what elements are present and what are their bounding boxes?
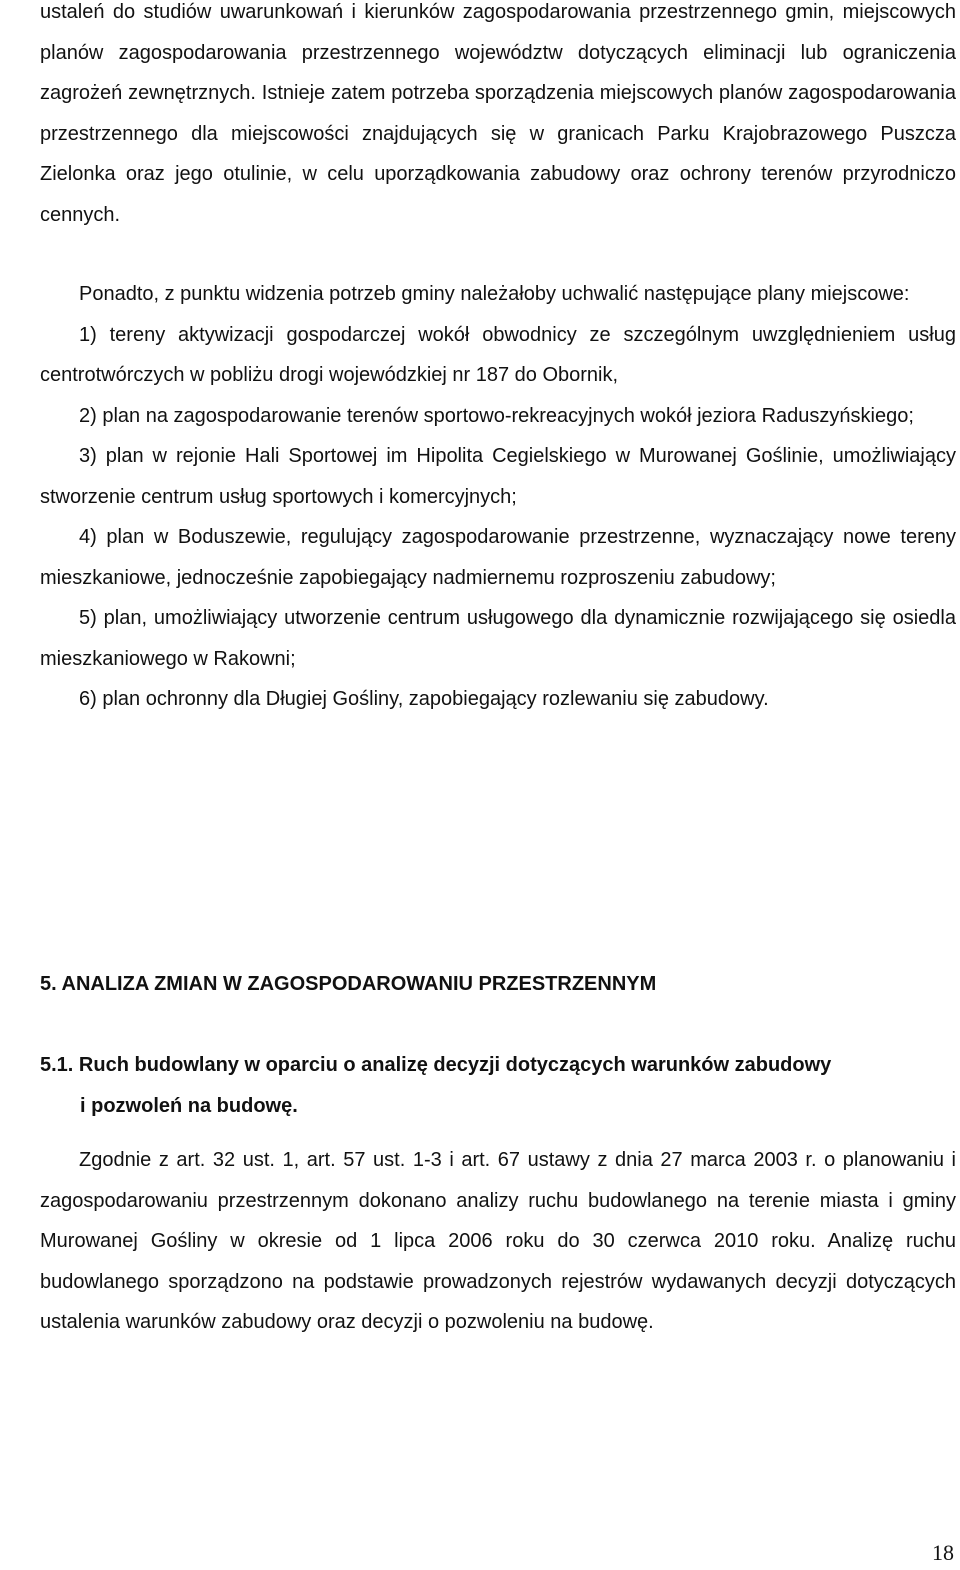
plan-item-1: 1) tereny aktywizacji gospodarczej wokół obwodnicy ze szczególnym uwzględnieniem usług centrotwórczych w pobliżu drogi wojewódzkiej nr 187 do Obornik,	[40, 323, 956, 386]
section-5-1-heading	[40, 1045, 956, 1127]
page-number: 18	[932, 1540, 954, 1565]
plans-lead-paragraph: Ponadto, z punktu widzenia potrzeb gminy należałoby uchwalić następujące plany miejscowe:	[79, 283, 910, 305]
section-5-1-heading-line1: 5.1. Ruch budowlany w oparciu o analizę decyzji dotyczących warunków zabudowy	[40, 1054, 832, 1076]
plan-item-4: 4) plan w Boduszewie, regulujący zagospodarowanie przestrzenne, wyznaczający nowe tereny mieszkaniowe, jednocześnie zapobiegający nadmiernemu rozproszeniu zabudowy;	[40, 526, 956, 589]
plan-item-6: 6) plan ochronny dla Długiej Gośliny, zapobiegający rozlewaniu się zabudowy.	[79, 688, 769, 710]
plans-section	[40, 274, 956, 720]
plan-item-2: 2) plan na zagospodarowanie terenów sportowo-rekreacyjnych wokół jeziora Raduszyńskiego;	[79, 404, 914, 427]
plan-item-3: 3) plan w rejonie Hali Sportowej im Hipolita Cegielskiego w Murowanej Goślinie, umożliwiający stworzenie centrum usług sportowych i komercyjnych;	[40, 445, 956, 508]
section-5-heading: 5. ANALIZA ZMIAN W ZAGOSPODAROWANIU PRZESTRZENNYM	[40, 973, 657, 995]
intro-section	[40, 0, 956, 235]
section-5-1-paragraph: Zgodnie z art. 32 ust. 1, art. 57 ust. 1-3 i art. 67 ustawy z dnia 27 marca 2003 r. o planowaniu i zagospodarowaniu przestrzennym dokonano analizy ruchu budowlanego na terenie miasta i gminy Murowanej Gośliny w okresie od 1 lipca 2006 roku do 30 czerwca 2010 roku. Analizę ruchu budowlanego sporządzono na podstawie prowadzonych rejestrów wydawanych decyzji dotyczących ustalenia warunków zabudowy oraz decyzji o pozwoleniu na budowę.	[40, 1149, 956, 1333]
section-5-1-body	[40, 1140, 956, 1343]
plan-item-5: 5) plan, umożliwiający utworzenie centrum usługowego dla dynamicznie rozwijającego się osiedla mieszkaniowego w Rakowni;	[40, 607, 956, 670]
intro-paragraph: ustaleń do studiów uwarunkowań i kierunków zagospodarowania przestrzennego gmin, miejscowych planów zagospodarowania przestrzennego województw dotyczących eliminacji lub ograniczenia zagrożeń zewnętrznych. Istnieje zatem potrzeba sporządzenia miejscowych planów zagospodarowania przestrzennego dla miejscowości znajdujących się w granicach Parku Krajobrazowego Puszcza Zielonka oraz jego otulinie, w celu uporządkowania zabudowy oraz ochrony terenów przyrodniczo cennych.	[40, 1, 956, 226]
section-5-1-heading-line2: i pozwoleń na budowę.	[80, 1095, 298, 1117]
